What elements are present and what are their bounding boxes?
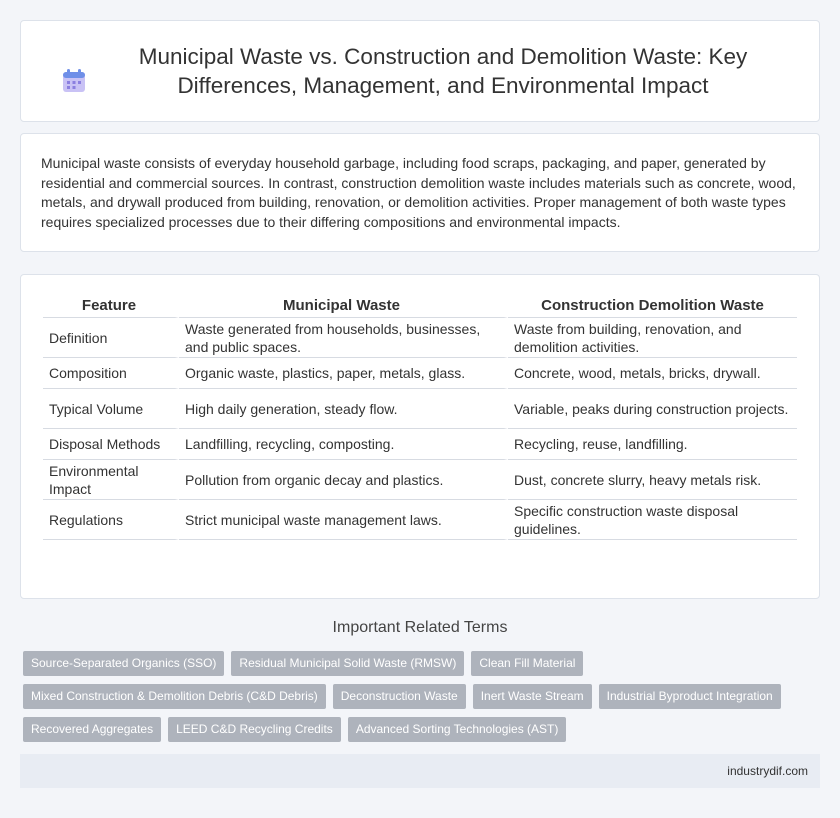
related-term-tag[interactable]: Mixed Construction & Demolition Debris (C&D Debris) — [23, 684, 326, 709]
row-feature: Environmental Impact — [43, 460, 179, 500]
related-terms-tags — [23, 651, 823, 742]
row-feature: Disposal Methods — [43, 429, 179, 460]
footer-site-link[interactable]: industrydif.com — [727, 764, 808, 778]
related-term-tag[interactable]: Source-Separated Organics (SSO) — [23, 651, 224, 676]
row-municipal: Landfilling, recycling, composting. — [179, 429, 508, 460]
related-term-tag[interactable]: Recovered Aggregates — [23, 717, 161, 742]
related-term-tag[interactable]: Clean Fill Material — [471, 651, 583, 676]
related-term-tag[interactable]: Deconstruction Waste — [333, 684, 466, 709]
row-feature: Regulations — [43, 500, 179, 540]
table-row — [43, 460, 797, 500]
page-title: Municipal Waste vs. Construction and Demolition Waste: Key Differences, Management, and Environmental Impact — [138, 44, 748, 98]
intro-card — [20, 133, 820, 252]
table-row — [43, 358, 797, 389]
related-term-tag[interactable]: Advanced Sorting Technologies (AST) — [348, 717, 567, 742]
table-row — [43, 500, 797, 540]
row-municipal: Waste generated from households, businesses, and public spaces. — [179, 318, 508, 358]
row-feature: Definition — [43, 318, 179, 358]
calendar-icon — [61, 68, 87, 94]
intro-paragraph: Municipal waste consists of everyday household garbage, including food scraps, packaging, and paper, generated by residential and commercial sources. In contrast, construction demolition waste includes materials such as concrete, wood, metals, and drywall produced from building, renovation, or demolition activities. Proper management of both waste types requires specialized processes due to their differing compositions and environmental impacts. — [41, 155, 796, 230]
row-feature: Typical Volume — [43, 389, 179, 429]
row-construction: Recycling, reuse, landfilling. — [508, 429, 797, 460]
row-municipal: Strict municipal waste management laws. — [179, 500, 508, 540]
related-term-tag[interactable]: LEED C&D Recycling Credits — [168, 717, 341, 742]
related-terms-title: Important Related Terms — [332, 619, 508, 636]
header-feature: Feature — [43, 295, 179, 318]
table-row — [43, 429, 797, 460]
related-term-tag[interactable]: Inert Waste Stream — [473, 684, 592, 709]
title-card — [20, 20, 820, 122]
header-municipal-waste: Municipal Waste — [179, 295, 508, 318]
row-municipal: High daily generation, steady flow. — [179, 389, 508, 429]
row-construction: Specific construction waste disposal guidelines. — [508, 500, 797, 540]
header-construction-waste: Construction Demolition Waste — [508, 295, 797, 318]
comparison-table — [43, 295, 797, 540]
table-row — [43, 389, 797, 429]
row-construction: Waste from building, renovation, and demolition activities. — [508, 318, 797, 358]
row-feature: Composition — [43, 358, 179, 389]
related-term-tag[interactable]: Residual Municipal Solid Waste (RMSW) — [231, 651, 464, 676]
row-construction: Dust, concrete slurry, heavy metals risk. — [508, 460, 797, 500]
footer — [20, 754, 820, 788]
table-header-row — [43, 295, 797, 318]
row-construction: Variable, peaks during construction projects. — [508, 389, 797, 429]
related-term-tag[interactable]: Industrial Byproduct Integration — [599, 684, 781, 709]
comparison-table-card — [20, 274, 820, 599]
table-row — [43, 318, 797, 358]
row-municipal: Organic waste, plastics, paper, metals, glass. — [179, 358, 508, 389]
row-municipal: Pollution from organic decay and plastics. — [179, 460, 508, 500]
row-construction: Concrete, wood, metals, bricks, drywall. — [508, 358, 797, 389]
